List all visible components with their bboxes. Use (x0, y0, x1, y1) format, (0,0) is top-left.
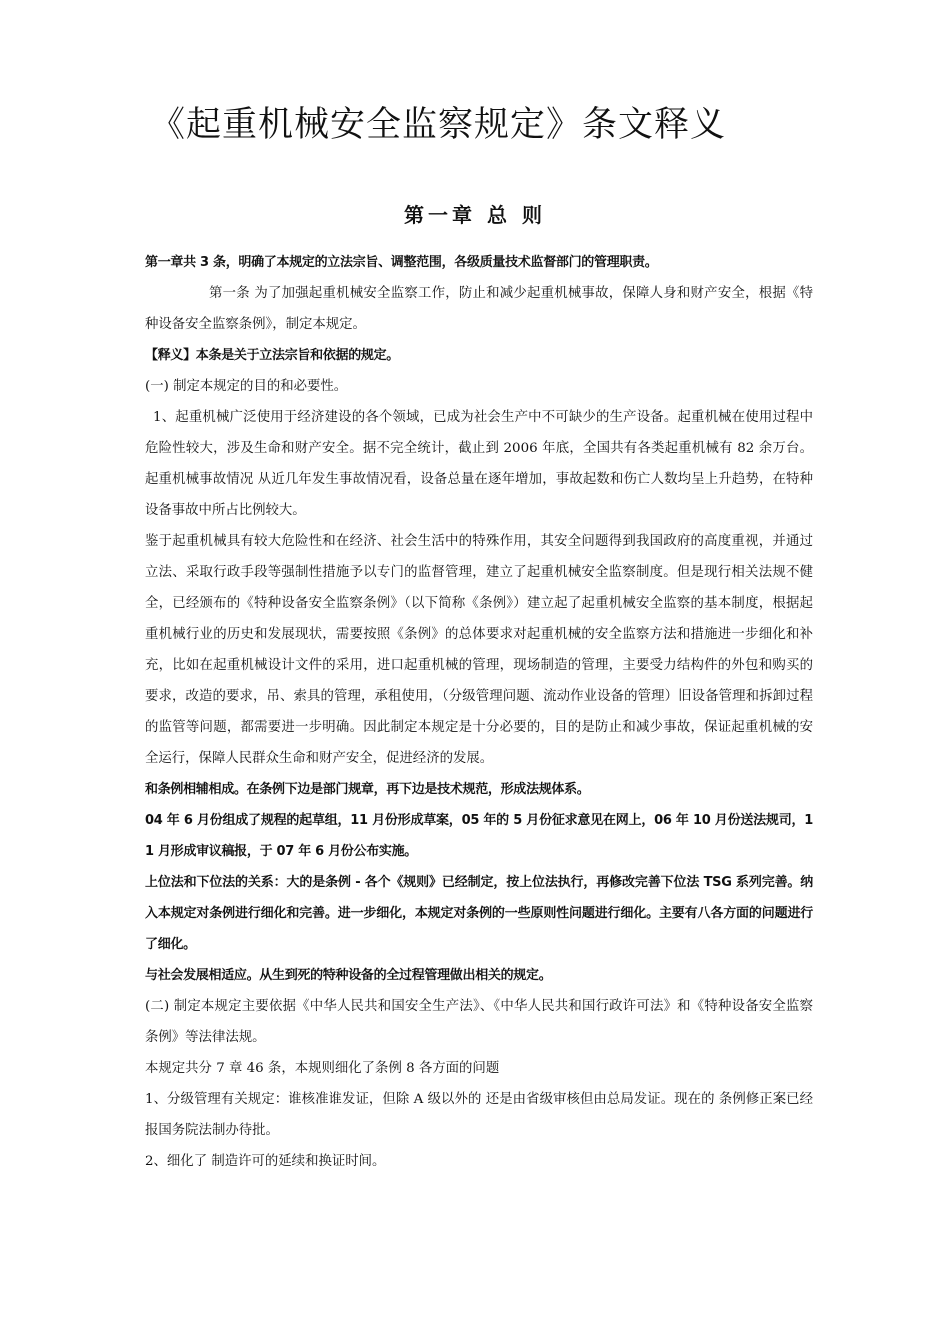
document-title: 《起重机械安全监察规定》条文释义 (150, 105, 727, 145)
paragraph-necessity: 鉴于起重机械具有较大危险性和在经济、社会生活中的特殊作用，其安全问题得到我国政府的高度重视，并通过立法、采取行政手段等强制性措施予以专门的监督管理，建立了起重机械安全监察制度。但是现行相关法规不健全，已经颁布的《特种设备安全监察条例》（以下简称《条例》）建立起了起重机械安全监察的基本制度，根据起重机械行业的历史和发展现状，需要按照《条例》的总体要求对起重机械的安全监察方法和措施进一步细化和补充，比如在起重机械设计文件的采用，进口起重机械的管理，现场制造的管理，主要受力结构件的外包和购买的要求，改造的要求，吊、索具的管理，承租使用，（分级管理问题、流动作业设备的管理）旧设备管理和拆卸过程的监管等问题，都需要进一步明确。因此制定本规定是十分必要的，目的是防止和减少事故，保证起重机械的安全运行，保障人民群众生命和财产安全，促进经济的发展。 (145, 534, 813, 766)
note-drafting-timeline: 04 年 6 月份组成了规程的起草组，11 月份形成草案，05 年的 5 月份征求意见在网上，06 年 10 月份送法规司，11 月形成审议稿报，于 07 年 6 月份公布实施。 (145, 813, 813, 859)
paragraph-structure-summary: 本规定共分 7 章 46 条，本规则细化了条例 8 各方面的问题 (145, 1061, 500, 1076)
article-1-text: 第一条 为了加强起重机械安全监察工作，防止和减少起重机械事故，保障人身和财产安全，根据《特种设备安全监察条例》，制定本规定。 (145, 286, 813, 332)
interpretation-heading: 【释义】本条是关于立法宗旨和依据的规定。 (145, 348, 400, 363)
section-1-heading: (一) 制定本规定的目的和必要性。 (145, 379, 348, 394)
list-item-1: 1、分级管理有关规定：谁核准谁发证，但除 A 级以外的 还是由省级审核但由总局发证。现在的 条例修正案已经报国务院法制办待批。 (145, 1092, 813, 1138)
chapter-summary: 第一章共 3 条，明确了本规定的立法宗旨、调整范围，各级质量技术监督部门的管理职责。 (145, 255, 658, 270)
note-upper-lower-law: 上位法和下位法的关系：大的是条例 - 各个《规则》已经制定，按上位法执行，再修改完善下位法 TSG 系列完善。纳入本规定对条例进行细化和完善。进一步细化，本规定对条例的一些原则性问题进行细化。主要有八各方面的问题进行了细化。 (145, 875, 813, 952)
document-body (145, 247, 813, 1177)
chapter-heading: 第一章 总 则 (404, 203, 546, 227)
section-2-legal-basis: (二) 制定本规定主要依据《中华人民共和国安全生产法》、《中华人民共和国行政许可法》和《特种设备安全监察条例》等法律法规。 (145, 999, 813, 1045)
note-regulation-hierarchy: 和条例相辅相成。在条例下边是部门规章，再下边是技术规范，形成法规体系。 (145, 782, 590, 797)
list-item-2: 2、细化了 制造许可的延续和换证时间。 (145, 1154, 386, 1169)
paragraph-crane-statistics: 1、起重机械广泛使用于经济建设的各个领域，已成为社会生产中不可缺少的生产设备。起重机械在使用过程中危险性较大，涉及生命和财产安全。据不完全统计，截止到 2006 年底，全国共有各类起重机械有 82 余万台。起重机械事故情况 从近几年发生事故情况看，设备总量在逐年增加，事故起数和伤亡人数均呈上升趋势，在特种设备事故中所占比例较大。 (145, 410, 813, 518)
note-lifecycle-management: 与社会发展相适应。从生到死的特种设备的全过程管理做出相关的规定。 (145, 968, 552, 983)
